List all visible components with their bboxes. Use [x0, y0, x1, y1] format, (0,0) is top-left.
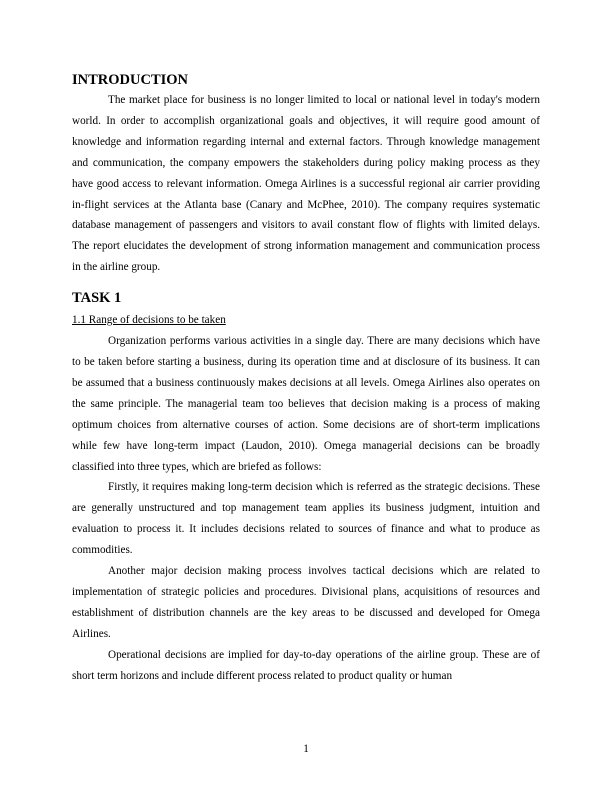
task-1-heading: TASK 1	[72, 290, 122, 307]
task-1-paragraph-4: Operational decisions are implied for day-to-day operations of the airline group. These are of short term horizons and include different process related to product quality or human	[72, 648, 540, 682]
introduction-paragraph: The market place for business is no longer limited to local or national level in today's modern world. In order to accomplish organizational goals and objectives, it will require good amount of knowledge and information regarding internal and external factors. Through knowledge management and communication, the company empowers the stakeholders during policy making process as they have good access to relevant information. Omega Airlines is a successful regional air carrier providing in-flight services at the Atlanta base (Canary and McPhee, 2010). The company requires systematic database management of passengers and visitors to avail constant flow of flights with limited delays. The report elucidates the development of strong information management and communication process in the airline group.	[72, 94, 540, 274]
introduction-heading: INTRODUCTION	[72, 72, 189, 88]
task-1-paragraph-1: Organization performs various activities in a single day. There are many decisions which have to be taken before starting a business, during its operation time and at disclosure of its business. It can be assumed that a business continuously makes decisions at all levels. Omega Airlines also operates on the same principle. The managerial team too believes that decision making is a process of making optimum choices from alternative courses of action. Some decisions are of short-term implications while few have long-term impact (Laudon, 2010). Omega managerial decisions can be broadly classified into three types, which are briefed as follows:	[72, 335, 540, 473]
page-number: 1	[303, 743, 309, 755]
task-1-paragraph-2: Firstly, it requires making long-term decision which is referred as the strategic decisions. These are generally unstructured and top management team applies its business judgment, intuition and evaluation to process it. It includes decisions related to sources of finance and what to produce as commodities.	[72, 481, 540, 557]
document-page	[72, 70, 540, 686]
task-1-subheading: 1.1 Range of decisions to be taken	[72, 314, 226, 327]
task-1-paragraph-3: Another major decision making process involves tactical decisions which are related to implementation of strategic policies and procedures. Divisional plans, acquisitions of resources and establishment of distribution channels are the key areas to be discussed and developed for Omega Airlines.	[72, 565, 540, 640]
